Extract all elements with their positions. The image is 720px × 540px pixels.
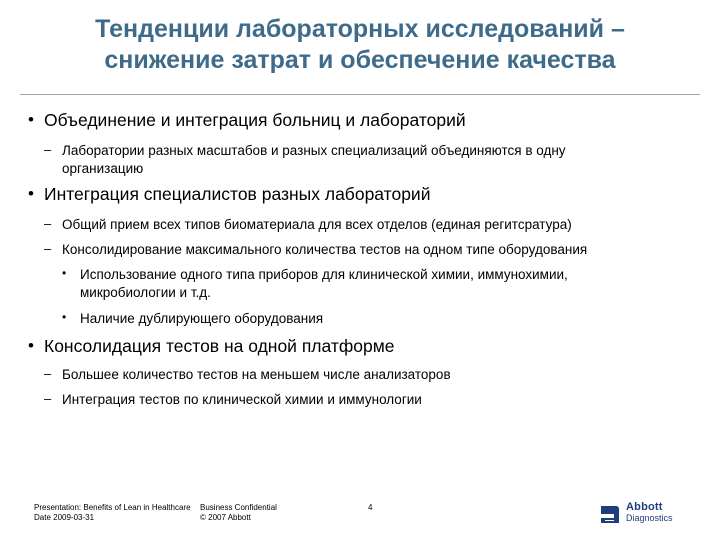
bullet-text: Объединение и интеграция больниц и лабораторий [44, 110, 466, 130]
footer-presentation-info [34, 503, 191, 523]
title-line-1: Тенденции лабораторных исследований – [95, 15, 625, 43]
title-divider [20, 94, 700, 95]
footer-presentation: Presentation: Benefits of Lean in Healthcare [34, 503, 191, 512]
bullet-marker-small: • [62, 310, 67, 324]
title-line-2: снижение затрат и обеспечение качества [104, 46, 616, 74]
sub-bullet-text: Консолидирование максимального количества тестов на одном типе оборудования [62, 242, 588, 257]
dash-marker: – [44, 241, 52, 256]
sub-bullet-text: Интеграция тестов по клинической химии и иммунологии [62, 392, 422, 407]
slide-title [20, 14, 700, 76]
sub-bullet-text: Общий прием всех типов биоматериала для всех отделов (единая регитсратура) [62, 217, 572, 232]
bullet-text: Интеграция специалистов разных лабораторий [44, 184, 431, 204]
abbott-logo-icon [598, 503, 622, 527]
sub-bullet-text: Большее количество тестов на меньшем числе анализаторов [62, 367, 451, 382]
dash-marker: – [44, 366, 52, 381]
bullet-marker-small: • [62, 266, 67, 280]
sub-bullet-text-cont: организацию [62, 161, 144, 176]
dash-marker: – [44, 391, 52, 406]
footer-date: Date 2009-03-31 [34, 513, 95, 522]
dash-marker: – [44, 142, 52, 157]
page-number: 4 [368, 503, 373, 512]
dash-marker: – [44, 216, 52, 231]
logo-word-abbott: Abbott [626, 501, 663, 513]
sub-sub-bullet-text: Наличие дублирующего оборудования [80, 311, 324, 326]
footer-confidential: Business Confidential [200, 503, 277, 512]
footer-legal-info [200, 503, 277, 523]
sub-sub-bullet-text-cont: микробиологии и т.д. [80, 285, 211, 300]
abbott-logo [598, 500, 688, 530]
bullet-text: Консолидация тестов на одной платформе [44, 336, 395, 356]
sub-sub-bullet-text: Использование одного типа приборов для клинической химии, иммунохимии, [80, 267, 568, 282]
bullet-marker: • [28, 110, 34, 129]
bullet-marker: • [28, 336, 34, 355]
logo-word-diagnostics: Diagnostics [626, 513, 673, 523]
sub-bullet-text: Лаборатории разных масштабов и разных специализаций объединяются в одну [62, 143, 566, 158]
bullet-marker: • [28, 184, 34, 203]
footer-copyright: © 2007 Abbott [200, 513, 251, 522]
